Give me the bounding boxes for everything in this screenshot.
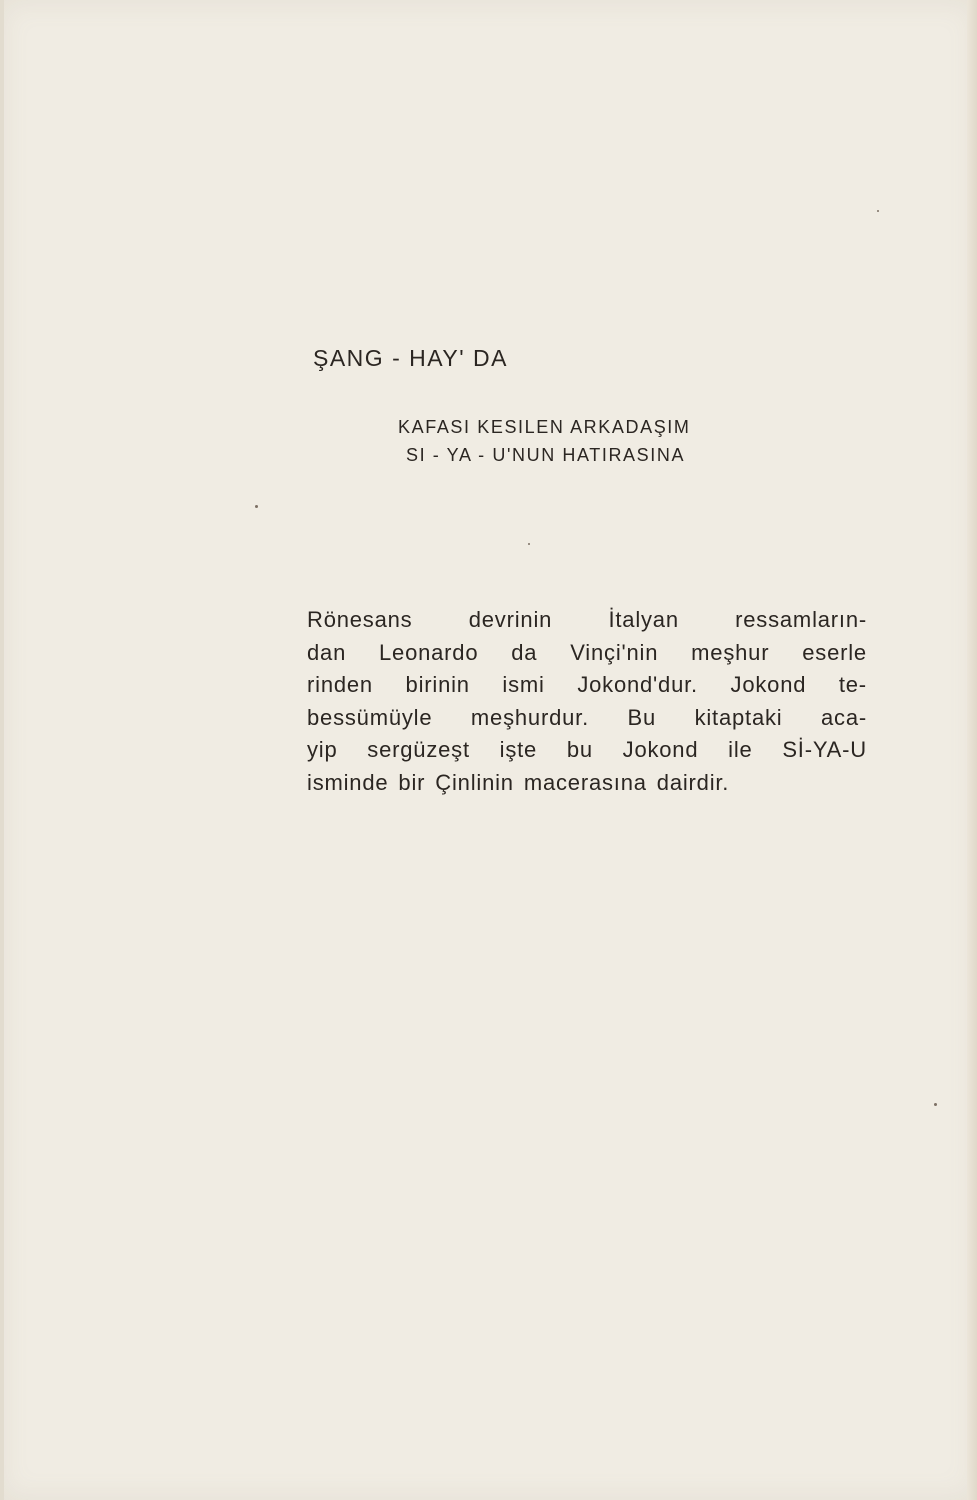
paragraph-word: bir <box>398 769 426 795</box>
paragraph-word: aca- <box>821 704 867 730</box>
paragraph-word: Leonardo <box>379 639 479 665</box>
paragraph-line <box>307 604 867 637</box>
paragraph-word: Jokond <box>730 672 807 697</box>
paragraph-line <box>307 734 867 767</box>
paragraph-word: ile <box>728 737 753 762</box>
paragraph-word: ismi <box>502 672 545 697</box>
paragraph-word: Sİ-YA-U <box>782 737 867 762</box>
paragraph-word: meşhurdur. <box>470 704 589 730</box>
paragraph-word: macerasına <box>523 769 647 795</box>
dedication-line-2: SI - YA - U'NUN HATIRASINA <box>406 445 686 465</box>
paragraph-line <box>307 669 867 702</box>
paragraph-word: işte <box>499 737 538 762</box>
dedication-line-1: KAFASI KESILEN ARKADAŞIM <box>398 417 691 437</box>
paragraph-word: ressamların- <box>735 607 867 632</box>
paragraph-word: Bu <box>627 704 657 730</box>
paragraph-word: yip <box>307 737 338 762</box>
paragraph-word: isminde <box>307 769 389 795</box>
paragraph-word: meşhur <box>691 639 770 665</box>
paragraph-word: eserle <box>802 639 867 665</box>
paper-speck <box>528 543 530 545</box>
paragraph-line <box>307 767 867 800</box>
paragraph-word: sergüzeşt <box>367 737 470 762</box>
paragraph-word: birinin <box>405 672 470 697</box>
intro-paragraph <box>307 604 867 799</box>
paragraph-word: İtalyan <box>608 607 679 632</box>
paragraph-word: Vinçi'nin <box>570 639 659 665</box>
paragraph-word: kitaptaki <box>694 704 783 730</box>
paragraph-line <box>307 702 867 735</box>
paragraph-word: Rönesans <box>307 607 413 632</box>
paragraph-word: dan <box>307 639 347 665</box>
paragraph-word: bessümüyle <box>307 704 433 730</box>
page-title: ŞANG - HAY' DA <box>313 345 508 371</box>
paragraph-word: rinden <box>307 672 373 697</box>
paper-speck <box>877 210 879 212</box>
paragraph-word: Jokond <box>622 737 699 762</box>
page-left-edge <box>0 0 4 1500</box>
dedication <box>398 413 691 469</box>
paragraph-word: dairdir. <box>656 769 730 795</box>
paragraph-word: Çinlinin <box>435 769 514 795</box>
page-right-edge <box>967 0 977 1500</box>
paragraph-word: te- <box>838 672 867 697</box>
paragraph-line <box>307 637 867 670</box>
paper-speck <box>934 1103 937 1106</box>
paragraph-word: bu <box>566 737 593 762</box>
paragraph-word: Jokond'dur. <box>577 672 698 697</box>
paragraph-word: da <box>511 639 538 665</box>
paragraph-word: devrinin <box>468 607 553 632</box>
paper-speck <box>255 505 258 508</box>
